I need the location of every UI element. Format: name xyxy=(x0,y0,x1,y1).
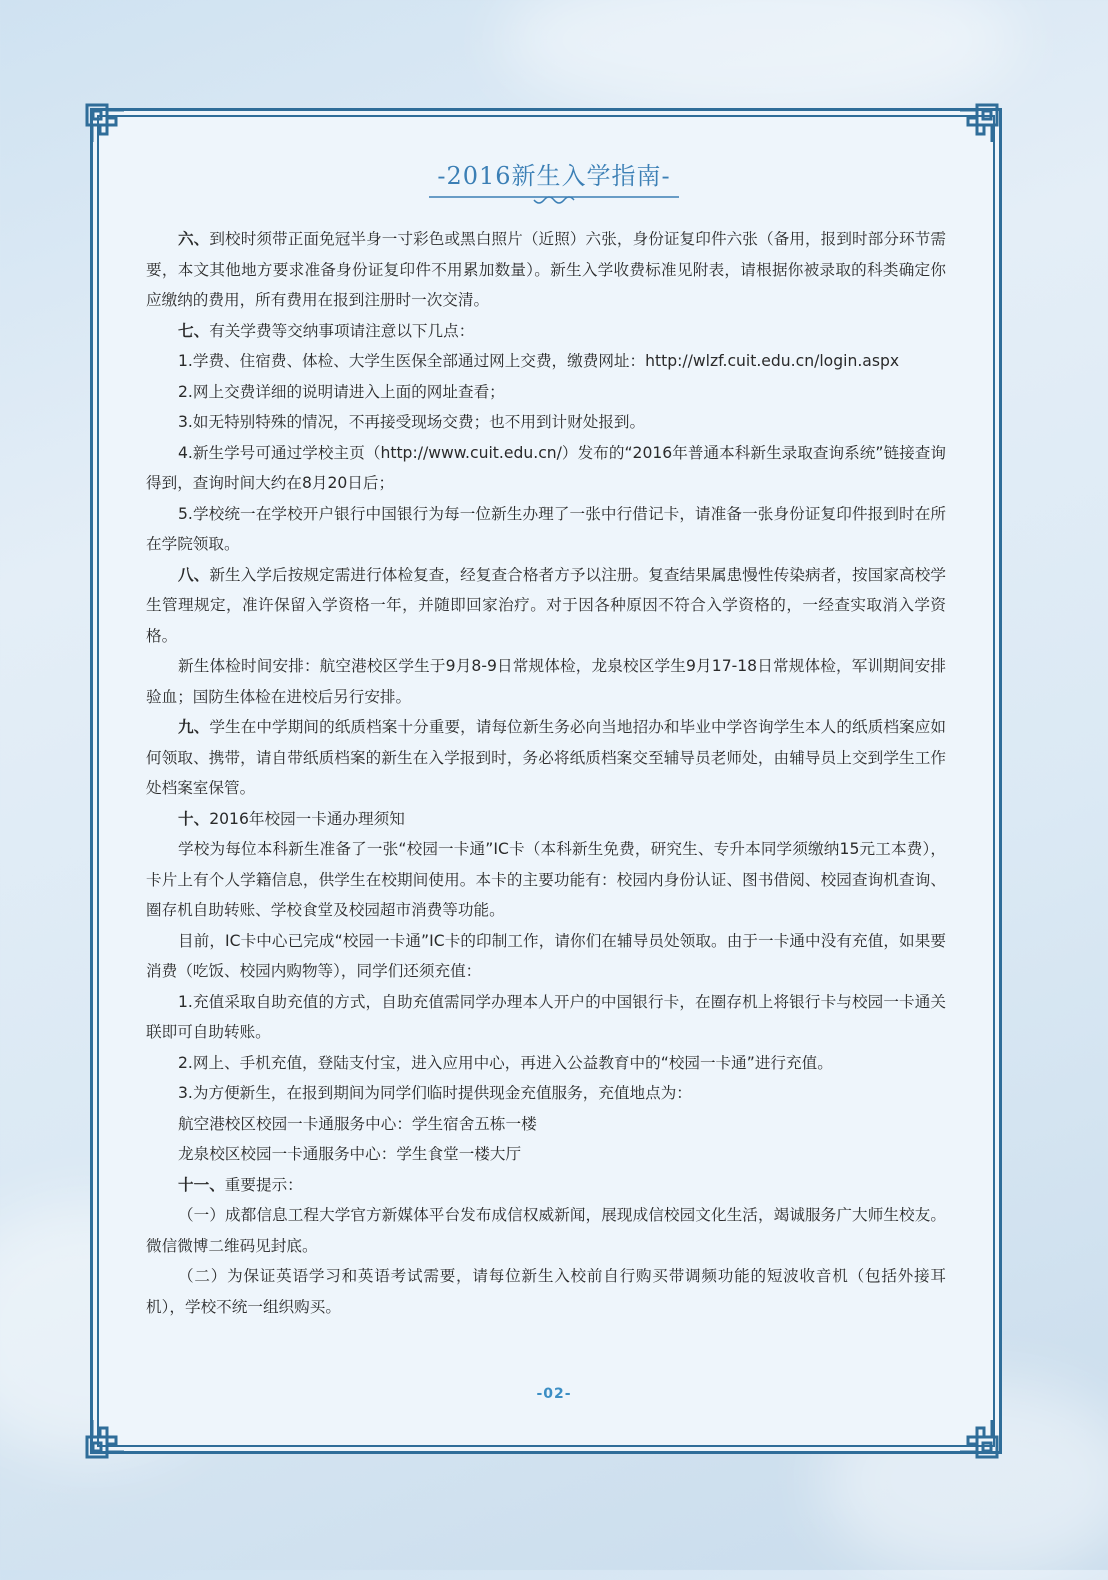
paragraph-text: 有关学费等交纳事项请注意以下几点： xyxy=(209,321,475,340)
title-underline-ornament xyxy=(429,193,679,205)
paragraph-text: 5.学校统一在学校开户银行中国银行为每一位新生办理了一张中行借记卡，请准备一张身份证复印件报到时在所在学院领取。 xyxy=(146,504,946,553)
document-body xyxy=(146,224,946,1322)
paragraph-text: 1.学费、住宿费、体检、大学生医保全部通过网上交费，缴费网址：http://wlzf.cuit.edu.cn/login.aspx xyxy=(178,352,900,370)
paragraph-text: （一）成都信息工程大学官方新媒体平台发布成信权威新闻，展现成信校园文化生活，竭诚服务广大师生校友。微信微博二维码见封底。 xyxy=(146,1206,946,1255)
paragraph-text: 学生在中学期间的纸质档案十分重要，请每位新生务必向当地招办和毕业中学咨询学生本人的纸质档案应如何领取、携带，请自带纸质档案的新生在入学报到时，务必将纸质档案交至辅导员老师处，由辅导员上交到学生工作处档案室保管。 xyxy=(146,718,946,797)
paragraph-text: 2.网上交费详细的说明请进入上面的网址查看； xyxy=(178,382,505,401)
section-number: 六、 xyxy=(178,230,210,248)
paragraph xyxy=(146,1078,946,1109)
paragraph-text: 重要提示： xyxy=(224,1175,303,1194)
section-number: 十一、 xyxy=(178,1175,225,1194)
page-number: -02- xyxy=(536,1386,572,1402)
paragraph xyxy=(146,926,946,987)
paragraph xyxy=(146,1109,946,1140)
paragraph-text: 学校为每位本科新生准备了一张“校园一卡通”IC卡（本科新生免费，研究生、专升本同学须缴纳15元工本费），卡片上有个人学籍信息，供学生在校期间使用。本卡的主要功能有：校园内身份认证、图书借阅、校园查询机查询、圈存机自助转账、学校食堂及校园超市消费等功能。 xyxy=(146,840,946,919)
paragraph xyxy=(146,834,946,926)
paragraph xyxy=(146,1261,946,1322)
paragraph-text: 航空港校区校园一卡通服务中心：学生宿舍五栋一楼 xyxy=(178,1114,537,1133)
paragraph-text: 3.为方便新生，在报到期间为同学们临时提供现金充值服务，充值地点为： xyxy=(178,1084,692,1102)
corner-ornament-top-left xyxy=(84,102,128,146)
paragraph-text: 目前，IC卡中心已完成“校园一卡通”IC卡的印制工作，请你们在辅导员处领取。由于一卡通中没有充值，如果要消费（吃饭、校园内购物等），同学们还须充值： xyxy=(146,931,946,980)
section-number: 七、 xyxy=(178,321,210,340)
paragraph xyxy=(146,377,946,408)
paragraph xyxy=(146,1170,946,1201)
paragraph-text: 4.新生学号可通过学校主页（http://www.cuit.edu.cn/）发布的“2016年普通本科新生录取查询系统”链接查询得到，查询时间大约在8月20日后； xyxy=(146,443,946,492)
paragraph xyxy=(146,499,946,560)
paragraph-text: （二）为保证英语学习和英语考试需要，请每位新生入校前自行购买带调频功能的短波收音机（包括外接耳机），学校不统一组织购买。 xyxy=(146,1267,946,1316)
paragraph xyxy=(146,346,946,377)
corner-ornament-bottom-right xyxy=(956,1416,1000,1460)
paragraph xyxy=(146,1200,946,1261)
paragraph xyxy=(146,987,946,1048)
paragraph xyxy=(146,407,946,438)
section-number: 十、 xyxy=(178,809,210,828)
paragraph xyxy=(146,804,946,835)
paragraph xyxy=(146,438,946,499)
paragraph-text: 到校时须带正面免冠半身一寸彩色或黑白照片（近照）六张，身份证复印件六张（备用，报到时部分环节需要，本文其他地方要求准备身份证复印件不用累加数量）。新生入学收费标准见附表，请根据你被录取的科类确定你应缴纳的费用，所有费用在报到注册时一次交清。 xyxy=(146,230,946,309)
paragraph-text: 新生体检时间安排：航空港校区学生于9月8-9日常规体检，龙泉校区学生9月17-18日常规体检，军训期间安排验血；国防生体检在进校后另行安排。 xyxy=(146,657,946,706)
page-title: -2016新生入学指南- xyxy=(437,162,671,190)
paragraph xyxy=(146,1048,946,1079)
paragraph xyxy=(146,224,946,316)
paragraph-text: 新生入学后按规定需进行体检复查，经复查合格者方予以注册。复查结果属患慢性传染病者，按国家高校学生管理规定，准许保留入学资格一年，并随即回家治疗。对于因各种原因不符合入学资格的，一经查实取消入学资格。 xyxy=(146,565,946,645)
paragraph-text: 2.网上、手机充值，登陆支付宝，进入应用中心，再进入公益教育中的“校园一卡通”进行充值。 xyxy=(178,1053,833,1072)
paragraph-text: 3.如无特别特殊的情况，不再接受现场交费；也不用到计财处报到。 xyxy=(178,413,646,431)
section-number: 八、 xyxy=(178,565,210,584)
paragraph-text: 龙泉校区校园一卡通服务中心：学生食堂一楼大厅 xyxy=(178,1145,522,1163)
paragraph xyxy=(146,560,946,652)
corner-ornament-top-right xyxy=(956,102,1000,146)
paragraph-text: 1.充值采取自助充值的方式，自助充值需同学办理本人开户的中国银行卡，在圈存机上将银行卡与校园一卡通关联即可自助转账。 xyxy=(146,992,946,1041)
header xyxy=(0,156,1108,205)
paragraph-text: 2016年校园一卡通办理须知 xyxy=(209,809,405,828)
corner-ornament-bottom-left xyxy=(84,1416,128,1460)
paragraph xyxy=(146,316,946,347)
paragraph xyxy=(146,712,946,804)
paragraph xyxy=(146,1139,946,1170)
paragraph xyxy=(146,651,946,712)
section-number: 九、 xyxy=(178,718,210,736)
